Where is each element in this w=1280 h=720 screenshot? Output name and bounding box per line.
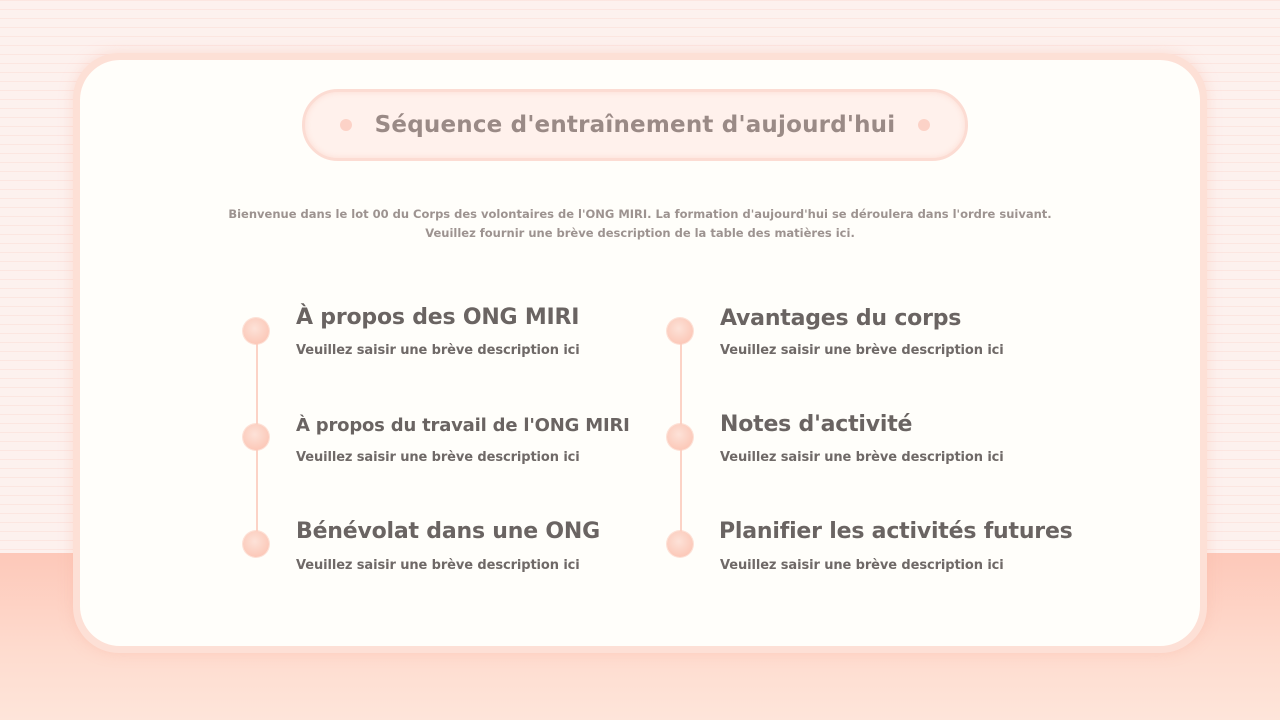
timeline-dot [667,318,693,344]
timeline-dot [667,531,693,557]
intro-text [200,205,1080,243]
title-banner [302,89,968,161]
item-description: Veuillez saisir une brève description ici [296,558,580,573]
item-description: Veuillez saisir une brève description ici [720,450,1004,465]
item-title: Bénévolat dans une ONG [296,519,600,544]
timeline-dot [243,531,269,557]
timeline-dot [243,424,269,450]
item-description: Veuillez saisir une brève description ici [720,558,1004,573]
item-title: À propos des ONG MIRI [296,305,580,330]
item-description: Veuillez saisir une brève description ici [296,450,580,465]
page-title: Séquence d'entraînement d'aujourd'hui [374,112,896,138]
item-title: Notes d'activité [720,412,913,437]
item-title: Planifier les activités futures [719,519,1073,544]
item-title: À propos du travail de l'ONG MIRI [296,415,630,436]
intro-line-2: Veuillez fournir une brève description de la table des matières ici. [425,226,855,240]
item-title: Avantages du corps [720,306,962,331]
timeline-dot [243,318,269,344]
item-description: Veuillez saisir une brève description ici [720,343,1004,358]
intro-line-1: Bienvenue dans le lot 00 du Corps des volontaires de l'ONG MIRI. La formation d'aujourd'hui se déroulera dans l'ordre suivant. [228,207,1052,221]
item-description: Veuillez saisir une brève description ici [296,343,580,358]
timeline-dot [667,424,693,450]
